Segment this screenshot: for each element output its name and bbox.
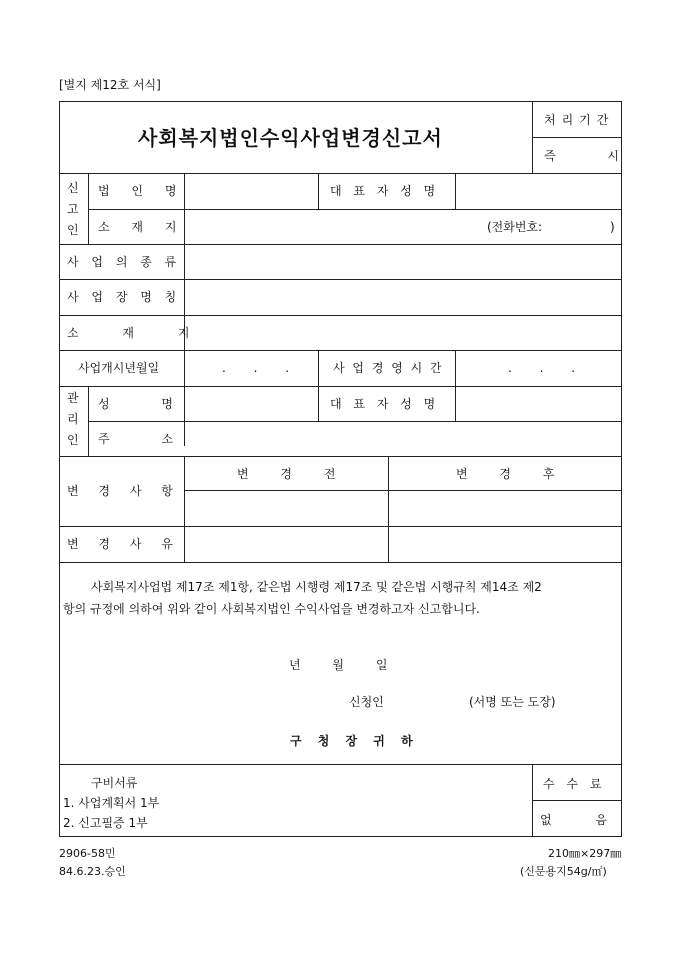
form-number-label: [별지 제12호 서식] [59, 78, 161, 92]
applicant-group-label-1: 신 [67, 181, 79, 195]
manager-group-label-3: 인 [67, 433, 79, 447]
change-items-label: 변 경 사 항 [67, 484, 173, 498]
manager-address-label: 주 소 [98, 432, 173, 446]
applicant-address-label: 소 재 지 [98, 220, 177, 234]
corp-name-label: 법 인 명 [98, 184, 177, 198]
phone-close: ) [610, 220, 615, 234]
paper-size: 210㎜×297㎜ [548, 847, 622, 860]
applicant-sign-label: 신청인 [349, 695, 384, 709]
processing-period-value: 즉 시 [544, 149, 619, 163]
form-title: 사회복지법인수익사업변경신고서 [138, 126, 443, 150]
applicant-group-label-2: 고 [67, 202, 79, 216]
recipient-label: 구 청 장 귀 하 [290, 734, 416, 748]
change-reason-label: 변 경 사 유 [67, 537, 173, 551]
processing-period-label: 처리기간 [544, 113, 615, 127]
statement-line-1: 사회복지사업법 제17조 제1항, 같은법 시행령 제17조 및 같은법 시행규칙 제14조 제2 [91, 580, 542, 594]
approval-date: 84.6.23.승인 [59, 865, 126, 878]
business-hours-value: . . . [508, 361, 576, 375]
after-change-label: 변 경 후 [456, 467, 555, 481]
fee-value: 없 음 [540, 813, 607, 827]
statement-date: 년 월 일 [289, 658, 388, 672]
business-hours-label: 사 업 경 영 시 간 [333, 361, 442, 375]
rep-name-label: 대 표 자 성 명 [330, 184, 436, 198]
paper-type: (신문용지54g/㎡) [520, 865, 607, 878]
signature-label: (서명 또는 도장) [469, 695, 556, 709]
applicant-group-label-3: 인 [67, 223, 79, 237]
document-item: 2. 신고필증 1부 [63, 816, 148, 830]
form-code: 2906-58민 [59, 847, 116, 860]
business-address-label: 소 재 지 [67, 326, 190, 340]
manager-group-label-2: 리 [67, 412, 79, 426]
manager-rep-name-label: 대 표 자 성 명 [330, 397, 436, 411]
business-type-label: 사 업 의 종 류 [67, 255, 177, 269]
before-change-label: 변 경 전 [237, 467, 336, 481]
start-date-value: . . . [222, 361, 290, 375]
document-item: 1. 사업계획서 1부 [63, 796, 160, 810]
documents-title: 구비서류 [91, 776, 138, 790]
statement-line-2: 항의 규정에 의하여 위와 같이 사회복지법인 수익사업을 변경하고자 신고합니다. [63, 602, 480, 616]
start-date-label: 사업개시년월일 [78, 361, 160, 375]
manager-name-label: 성 명 [98, 397, 173, 411]
fee-label: 수 수 료 [543, 777, 602, 791]
business-place-name-label: 사 업 장 명 칭 [67, 290, 177, 304]
phone-label: (전화번호: [487, 220, 543, 234]
manager-group-label-1: 관 [67, 391, 79, 405]
